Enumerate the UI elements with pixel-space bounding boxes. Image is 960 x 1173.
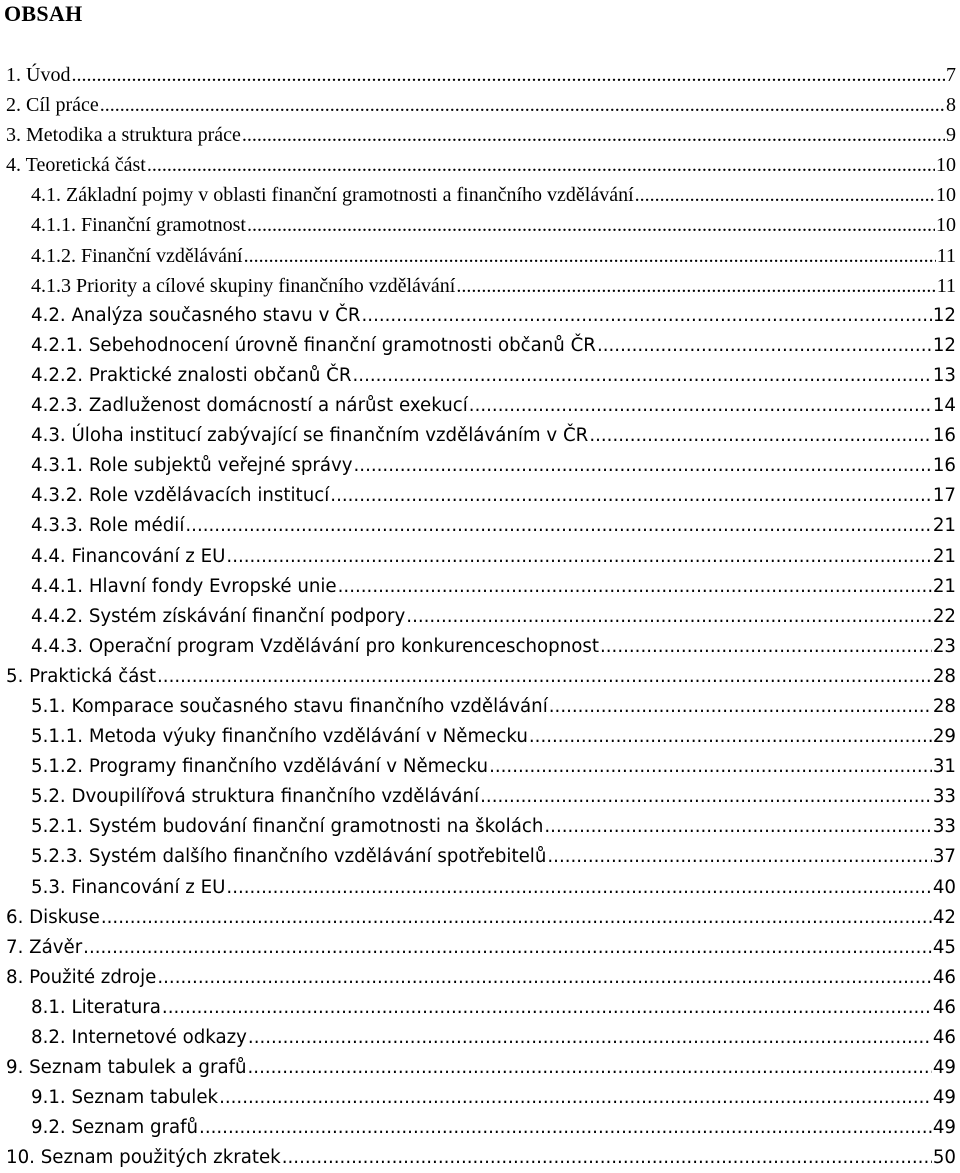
toc-dot-leader (244, 241, 936, 271)
toc-entry[interactable] (0, 692, 956, 722)
toc-entry[interactable] (0, 60, 956, 90)
toc-entry-label: 8. Použité zdroje (6, 966, 157, 988)
toc-entry-label: 1. Úvod (6, 64, 71, 86)
toc-entry-label: 4.3. Úloha institucí zabývající se finančním vzděláváním v ČR (31, 425, 589, 447)
toc-entry-page-number: 49 (932, 1057, 956, 1079)
toc-entry[interactable] (0, 572, 956, 602)
page-title: OBSAH (4, 1, 83, 26)
toc-entry-label: 5.2.1. Systém budování finanční gramotnosti na školách (31, 816, 544, 838)
toc-entry-page-number: 21 (932, 575, 956, 597)
toc-entry-label: 8.1. Literatura (31, 996, 161, 1018)
toc-entry-label: 4.1.2. Finanční vzdělávání (31, 244, 243, 267)
toc-entry-label: 5. Praktická část (6, 665, 157, 687)
toc-entry-page-number: 13 (932, 364, 956, 386)
toc-entry[interactable] (0, 873, 956, 903)
toc-entry-label: 4.1. Základní pojmy v oblasti finanční gramotnosti a finančního vzdělávání (31, 184, 634, 207)
toc-entry-label: 4.3.1. Role subjektů veřejné správy (31, 455, 353, 477)
toc-entry-label: 6. Diskuse (6, 906, 100, 928)
toc-entry-page-number: 16 (932, 455, 956, 477)
toc-dot-leader (469, 391, 932, 421)
toc-entry[interactable] (0, 271, 956, 301)
toc-entry[interactable] (0, 481, 956, 511)
toc-entry-label: 3. Metodika a struktura práce (6, 124, 241, 147)
toc-entry[interactable] (0, 933, 956, 963)
toc-entry-label: 4. Teoretická část (6, 154, 146, 177)
toc-entry-label: 4.2.3. Zadluženost domácností a nárůst exekucí (31, 395, 468, 417)
toc-entry-page-number: 12 (932, 304, 956, 326)
toc-entry[interactable] (0, 662, 956, 692)
toc-dot-leader (529, 722, 932, 752)
toc-dot-leader (83, 933, 932, 963)
toc-dot-leader (226, 873, 931, 903)
toc-entry[interactable] (0, 993, 956, 1023)
toc-entry-label: 5.2.3. Systém dalšího finančního vzdělávání spotřebitelů (31, 846, 547, 868)
toc-dot-leader (589, 421, 932, 451)
toc-entry-label: 9. Seznam tabulek a grafů (6, 1057, 247, 1079)
toc-entry[interactable] (0, 120, 956, 150)
toc-dot-leader (547, 842, 931, 872)
toc-dot-leader (354, 451, 932, 481)
toc-entry[interactable] (0, 421, 956, 451)
toc-entry[interactable] (0, 1083, 956, 1113)
toc-entry-label: 5.2. Dvoupilířová struktura finančního vzdělávání (31, 786, 480, 808)
toc-entry[interactable] (0, 842, 956, 872)
toc-entry[interactable] (0, 1053, 956, 1083)
toc-dot-leader (247, 210, 935, 240)
toc-dot-leader (489, 752, 932, 782)
toc-entry-page-number: 46 (932, 966, 956, 988)
toc-dot-leader (338, 572, 932, 602)
toc-entry-page-number: 8 (946, 94, 956, 117)
toc-dot-leader (597, 331, 932, 361)
toc-entry-label: 9.1. Seznam tabulek (31, 1087, 219, 1109)
toc-entry-page-number: 37 (932, 846, 956, 868)
toc-entry-page-number: 46 (932, 1027, 956, 1048)
toc-entry-page-number: 21 (932, 545, 956, 567)
toc-dot-leader (330, 481, 932, 511)
toc-entry-page-number: 49 (932, 1087, 956, 1109)
toc-entry-label: 5.1.2. Programy finančního vzdělávání v Německu (31, 756, 489, 778)
toc-entry-label: 4.3.3. Role médií (31, 515, 185, 537)
toc-entry-page-number: 17 (932, 485, 956, 507)
toc-dot-leader (456, 271, 935, 301)
toc-dot-leader (219, 1083, 932, 1113)
toc-entry[interactable] (0, 903, 956, 933)
toc-dot-leader (635, 180, 935, 210)
toc-entry[interactable] (0, 241, 956, 271)
toc-entry-label: 5.1. Komparace současného stavu finančního vzdělávání (31, 695, 548, 717)
toc-entry[interactable] (0, 812, 956, 842)
toc-entry[interactable] (0, 782, 956, 812)
toc-entry-page-number: 28 (932, 695, 956, 717)
toc-entry-label: 4.4.2. Systém získávání finanční podpory (31, 605, 406, 627)
toc-dot-leader (362, 301, 932, 331)
toc-entry[interactable] (0, 511, 956, 541)
toc-entry-page-number: 11 (936, 244, 956, 267)
toc-dot-leader (406, 602, 932, 632)
toc-dot-leader (242, 120, 945, 150)
toc-dot-leader (199, 1113, 932, 1143)
toc-entry-page-number: 16 (932, 425, 956, 447)
toc-entry-page-number: 9 (946, 124, 956, 147)
toc-dot-leader (71, 60, 945, 90)
toc-entry-page-number: 42 (932, 906, 956, 928)
toc-entry-page-number: 10 (936, 214, 956, 237)
toc-entry-page-number: 28 (932, 665, 956, 687)
toc-entry-page-number: 7 (946, 64, 956, 86)
toc-entry-page-number: 50 (932, 1147, 956, 1169)
toc-entry-label: 10. Seznam použitých zkratek (6, 1147, 281, 1169)
toc-dot-leader (162, 993, 932, 1023)
toc-dot-leader (544, 812, 931, 842)
toc-entry[interactable] (0, 90, 956, 120)
toc-entry-label: 8.2. Internetové odkazy (31, 1027, 247, 1048)
toc-entry-label: 4.2.2. Praktické znalosti občanů ČR (31, 364, 352, 386)
toc-entry-page-number: 49 (932, 1117, 956, 1139)
toc-entry[interactable] (0, 722, 956, 752)
toc-entry[interactable] (0, 752, 956, 782)
toc-dot-leader (185, 511, 931, 541)
toc-entry-label: 4.1.3 Priority a cílové skupiny finančního vzdělávání (31, 274, 456, 297)
toc-dot-leader (248, 1053, 932, 1083)
toc-dot-leader (480, 782, 932, 812)
toc-dot-leader (157, 662, 932, 692)
toc-entry-label: 2. Cíl práce (6, 94, 99, 117)
toc-entry-page-number: 40 (932, 876, 956, 898)
toc-entry[interactable] (0, 150, 956, 180)
toc-entry[interactable] (0, 963, 956, 993)
toc-entry-page-number: 14 (932, 395, 956, 417)
toc-entry[interactable] (0, 331, 956, 361)
table-of-contents (0, 60, 956, 1173)
toc-entry-page-number: 23 (932, 635, 956, 657)
toc-dot-leader (147, 150, 935, 180)
toc-entry-page-number: 46 (932, 996, 956, 1018)
toc-entry-label: 4.1.1. Finanční gramotnost (31, 214, 246, 237)
toc-dot-leader (248, 1023, 932, 1053)
toc-dot-leader (100, 90, 945, 120)
toc-entry-label: 4.4.3. Operační program Vzdělávání pro konkurenceschopnost (31, 635, 599, 657)
toc-entry[interactable] (0, 602, 956, 632)
toc-entry-label: 4.3.2. Role vzdělávacích institucí (31, 485, 330, 507)
toc-dot-leader (353, 361, 932, 391)
toc-entry-label: 4.4. Financování z EU (31, 545, 226, 567)
toc-entry[interactable] (0, 632, 956, 662)
toc-dot-leader (600, 632, 932, 662)
toc-entry-label: 5.3. Financování z EU (31, 876, 226, 898)
toc-entry-page-number: 33 (932, 816, 956, 838)
toc-entry[interactable] (0, 301, 956, 331)
toc-entry-label: 4.2. Analýza současného stavu v ČR (31, 304, 361, 326)
toc-entry-page-number: 31 (932, 756, 956, 778)
toc-entry-page-number: 21 (932, 515, 956, 537)
toc-dot-leader (226, 542, 931, 572)
toc-entry[interactable] (0, 391, 956, 421)
toc-entry-page-number: 10 (936, 184, 956, 207)
toc-entry-label: 7. Závěr (6, 936, 83, 958)
toc-entry-page-number: 22 (932, 605, 956, 627)
toc-entry-page-number: 10 (936, 154, 956, 177)
toc-entry-label: 9.2. Seznam grafů (31, 1117, 199, 1139)
toc-entry[interactable] (0, 1023, 956, 1053)
toc-dot-leader (157, 963, 931, 993)
toc-entry-label: 4.4.1. Hlavní fondy Evropské unie (31, 575, 337, 597)
toc-entry-page-number: 12 (932, 334, 956, 356)
toc-entry-label: 4.2.1. Sebehodnocení úrovně finanční gramotnosti občanů ČR (31, 334, 596, 356)
toc-entry-page-number: 33 (932, 786, 956, 808)
toc-entry-page-number: 29 (932, 726, 956, 748)
toc-entry[interactable] (0, 180, 956, 210)
toc-entry[interactable] (0, 210, 956, 240)
toc-entry[interactable] (0, 542, 956, 572)
toc-entry[interactable] (0, 361, 956, 391)
toc-entry[interactable] (0, 451, 956, 481)
toc-entry[interactable] (0, 1113, 956, 1143)
toc-entry-page-number: 11 (936, 274, 956, 297)
toc-entry-page-number: 45 (932, 936, 956, 958)
toc-dot-leader (549, 692, 932, 722)
toc-entry-label: 5.1.1. Metoda výuky finančního vzdělávání v Německu (31, 726, 528, 748)
toc-dot-leader (101, 903, 932, 933)
